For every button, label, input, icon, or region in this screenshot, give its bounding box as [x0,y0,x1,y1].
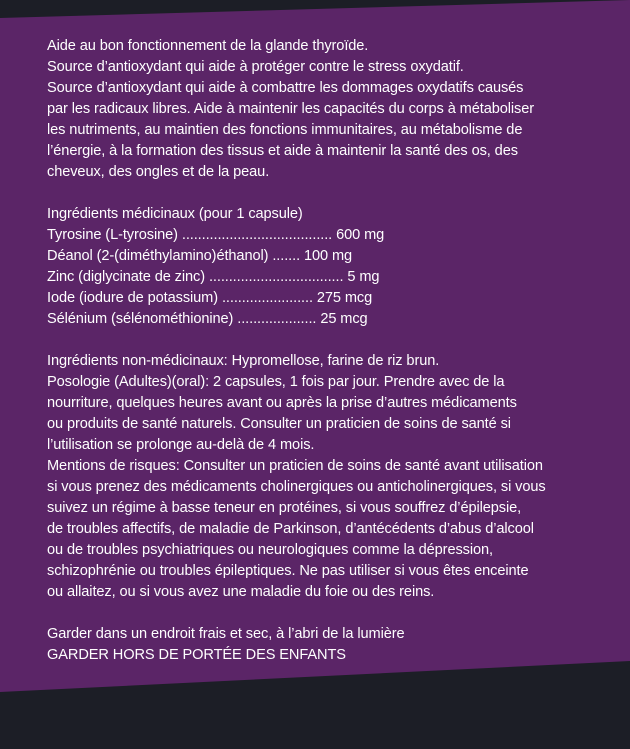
ingredient-deanol: Déanol (2-(diméthylamino)éthanol) ....... 100 mg [47,248,353,264]
risk-line: de troubles affectifs, de maladie de Parkinson, d’antécédents d’abus d’alcool [47,521,534,537]
ingredient-zinc: Zinc (diglycinate de zinc) .................................. 5 mg [47,269,380,285]
label-text-block [47,36,617,666]
risk-line: si vous prenez des médicaments cholinergiques ou anticholinergiques, si vous [47,479,546,495]
dosage-line: ou produits de santé naturels. Consulter un praticien de soins de santé si [47,416,511,432]
claim-line: par les radicaux libres. Aide à maintenir les capacités du corps à métaboliser [47,101,535,117]
storage-instructions [47,624,617,666]
storage-line: Garder dans un endroit frais et sec, à l’abri de la lumière [47,626,405,642]
claim-line: Source d’antioxydant qui aide à protéger contre le stress oxydatif. [47,59,464,75]
ingredient-selenium: Sélénium (sélénométhionine) .................... 25 mcg [47,311,368,327]
keep-away-from-children: GARDER HORS DE PORTÉE DES ENFANTS [47,647,346,663]
risk-line: suivez un régime à basse teneur en protéines, si vous souffrez d’épilepsie, [47,500,522,516]
medicinal-ingredients [47,204,617,330]
non-medicinal-ingredients: Ingrédients non-médicinaux: Hypromellose, farine de riz brun. [47,353,440,369]
ingredient-tyrosine: Tyrosine (L-tyrosine) ...................................... 600 mg [47,227,385,243]
risk-line: schizophrénie ou troubles épileptiques. Ne pas utiliser si vous êtes enceinte [47,563,529,579]
claim-line: Source d’antioxydant qui aide à combattre les dommages oxydatifs causés [47,80,524,96]
risk-line: Mentions de risques: Consulter un praticien de soins de santé avant utilisation [47,458,543,474]
risk-line: ou de troubles psychiatriques ou neurologiques comme la dépression, [47,542,493,558]
claim-line: les nutriments, au maintien des fonctions immunitaires, au métabolisme de [47,122,523,138]
ingredient-iode: Iode (iodure de potassium) ....................... 275 mcg [47,290,373,306]
dosage-line: l’utilisation se prolonge au-delà de 4 mois. [47,437,315,453]
usage-and-risks [47,351,617,603]
dosage-line: nourriture, quelques heures avant ou après la prise d’autres médicaments [47,395,517,411]
claim-line: Aide au bon fonctionnement de la glande thyroïde. [47,38,369,54]
claim-line: cheveux, des ongles et de la peau. [47,164,270,180]
medicinal-heading: Ingrédients médicinaux (pour 1 capsule) [47,206,303,222]
dosage-line: Posologie (Adultes)(oral): 2 capsules, 1 fois par jour. Prendre avec de la [47,374,505,390]
claim-line: l’énergie, à la formation des tissus et aide à maintenir la santé des os, des [47,143,518,159]
risk-line: ou allaitez, ou si vous avez une maladie du foie ou des reins. [47,584,435,600]
product-claims [47,36,617,183]
